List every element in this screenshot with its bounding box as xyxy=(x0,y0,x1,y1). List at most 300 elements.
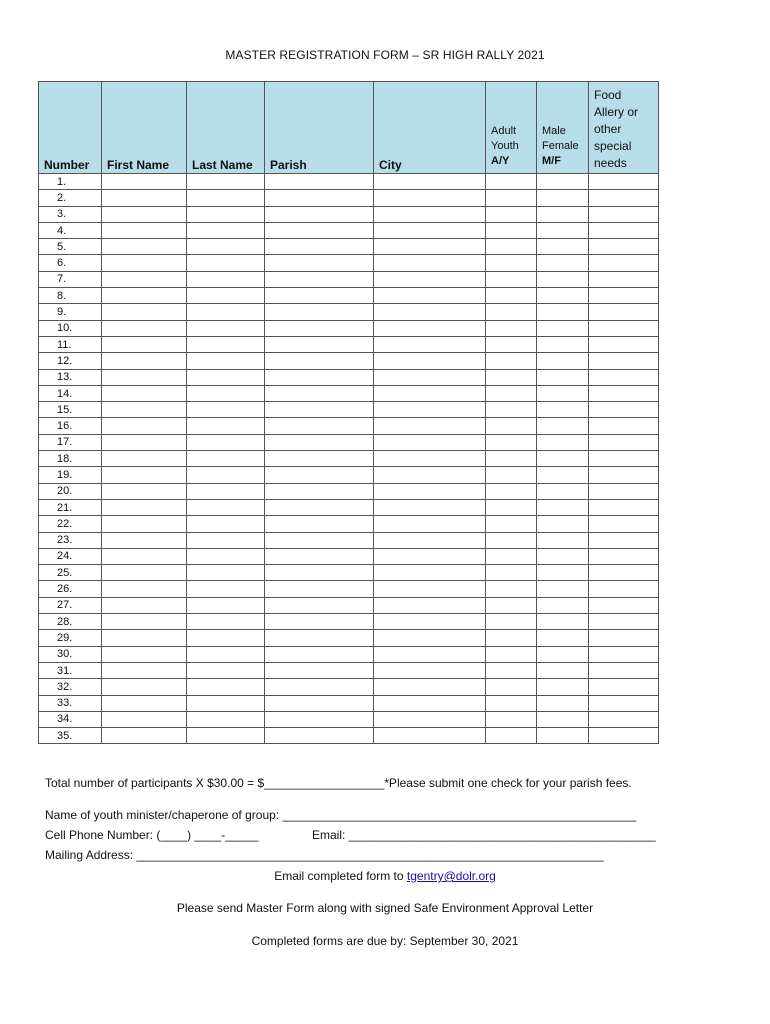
row-number: 26. xyxy=(39,581,102,597)
cell-last-name[interactable] xyxy=(187,695,265,711)
cell-adult-youth[interactable] xyxy=(486,255,537,271)
cell-parish[interactable] xyxy=(265,728,374,744)
header-food-line3: other xyxy=(594,122,622,136)
cell-city[interactable] xyxy=(374,255,486,271)
cell-first-name[interactable] xyxy=(102,190,187,206)
cell-parish[interactable] xyxy=(265,646,374,662)
cell-last-name[interactable] xyxy=(187,174,265,190)
table-row xyxy=(39,695,659,711)
cell-parish[interactable] xyxy=(265,418,374,434)
cell-first-name[interactable] xyxy=(102,679,187,695)
cell-city[interactable] xyxy=(374,646,486,662)
cell-adult-youth[interactable] xyxy=(486,646,537,662)
cell-adult-youth[interactable] xyxy=(486,320,537,336)
header-last-name: Last Name xyxy=(187,82,265,174)
cell-city[interactable] xyxy=(374,174,486,190)
cell-adult-youth[interactable] xyxy=(486,304,537,320)
cell-adult-youth[interactable] xyxy=(486,679,537,695)
cell-food-needs[interactable] xyxy=(589,565,659,581)
cell-city[interactable] xyxy=(374,222,486,238)
cell-last-name[interactable] xyxy=(187,190,265,206)
cell-last-name[interactable] xyxy=(187,255,265,271)
cell-last-name[interactable] xyxy=(187,271,265,287)
cell-adult-youth[interactable] xyxy=(486,336,537,352)
cell-male-female[interactable] xyxy=(537,516,589,532)
cell-phone-line: Cell Phone Number: (____) ____-_____ xyxy=(45,828,259,842)
cell-food-needs[interactable] xyxy=(589,304,659,320)
cell-adult-youth[interactable] xyxy=(486,385,537,401)
cell-parish[interactable] xyxy=(265,288,374,304)
cell-last-name[interactable] xyxy=(187,711,265,727)
cell-first-name[interactable] xyxy=(102,418,187,434)
cell-first-name[interactable] xyxy=(102,255,187,271)
cell-parish[interactable] xyxy=(265,434,374,450)
cell-last-name[interactable] xyxy=(187,662,265,678)
cell-male-female[interactable] xyxy=(537,662,589,678)
registration-rows xyxy=(39,174,659,744)
cell-parish[interactable] xyxy=(265,614,374,630)
table-row xyxy=(39,532,659,548)
cell-first-name[interactable] xyxy=(102,662,187,678)
header-food-line2: Allery or xyxy=(594,105,639,119)
cell-last-name[interactable] xyxy=(187,548,265,564)
cell-city[interactable] xyxy=(374,288,486,304)
cell-parish[interactable] xyxy=(265,174,374,190)
table-row xyxy=(39,369,659,385)
cell-parish[interactable] xyxy=(265,369,374,385)
cell-city[interactable] xyxy=(374,711,486,727)
cell-male-female[interactable] xyxy=(537,565,589,581)
cell-adult-youth[interactable] xyxy=(486,239,537,255)
cell-adult-youth[interactable] xyxy=(486,711,537,727)
table-row xyxy=(39,467,659,483)
row-number: 21. xyxy=(39,499,102,515)
youth-minister-line: Name of youth minister/chaperone of group: _____________________________________________________ xyxy=(45,808,637,822)
row-number: 34. xyxy=(39,711,102,727)
cell-city[interactable] xyxy=(374,206,486,222)
cell-male-female[interactable] xyxy=(537,385,589,401)
cell-last-name[interactable] xyxy=(187,581,265,597)
cell-city[interactable] xyxy=(374,353,486,369)
cell-food-needs[interactable] xyxy=(589,516,659,532)
cell-city[interactable] xyxy=(374,402,486,418)
cell-last-name[interactable] xyxy=(187,516,265,532)
cell-city[interactable] xyxy=(374,614,486,630)
row-number: 4. xyxy=(39,222,102,238)
cell-food-needs[interactable] xyxy=(589,679,659,695)
row-number: 5. xyxy=(39,239,102,255)
cell-adult-youth[interactable] xyxy=(486,581,537,597)
cell-parish[interactable] xyxy=(265,662,374,678)
cell-adult-youth[interactable] xyxy=(486,695,537,711)
cell-food-needs[interactable] xyxy=(589,206,659,222)
cell-male-female[interactable] xyxy=(537,499,589,515)
cell-male-female[interactable] xyxy=(537,174,589,190)
cell-last-name[interactable] xyxy=(187,369,265,385)
cell-male-female[interactable] xyxy=(537,483,589,499)
cell-parish[interactable] xyxy=(265,304,374,320)
cell-adult-youth[interactable] xyxy=(486,190,537,206)
header-adult-youth-line3: A/Y xyxy=(491,155,510,167)
table-row xyxy=(39,728,659,744)
cell-food-needs[interactable] xyxy=(589,548,659,564)
cell-first-name[interactable] xyxy=(102,597,187,613)
cell-food-needs[interactable] xyxy=(589,581,659,597)
cell-male-female[interactable] xyxy=(537,646,589,662)
cell-male-female[interactable] xyxy=(537,304,589,320)
cell-parish[interactable] xyxy=(265,271,374,287)
cell-city[interactable] xyxy=(374,662,486,678)
cell-first-name[interactable] xyxy=(102,711,187,727)
header-food-line4: special xyxy=(594,139,632,153)
cell-food-needs[interactable] xyxy=(589,467,659,483)
cell-first-name[interactable] xyxy=(102,499,187,515)
row-number: 10. xyxy=(39,320,102,336)
header-adult-youth-line1: Adult xyxy=(491,125,517,137)
cell-parish[interactable] xyxy=(265,385,374,401)
cell-parish[interactable] xyxy=(265,581,374,597)
cell-parish[interactable] xyxy=(265,353,374,369)
cell-male-female[interactable] xyxy=(537,548,589,564)
cell-city[interactable] xyxy=(374,679,486,695)
cell-city[interactable] xyxy=(374,483,486,499)
cell-adult-youth[interactable] xyxy=(486,614,537,630)
cell-adult-youth[interactable] xyxy=(486,434,537,450)
cell-adult-youth[interactable] xyxy=(486,499,537,515)
cell-food-needs[interactable] xyxy=(589,597,659,613)
header-first-name: First Name xyxy=(102,82,187,174)
cell-adult-youth[interactable] xyxy=(486,174,537,190)
cell-food-needs[interactable] xyxy=(589,630,659,646)
cell-first-name[interactable] xyxy=(102,271,187,287)
cell-male-female[interactable] xyxy=(537,206,589,222)
cell-first-name[interactable] xyxy=(102,320,187,336)
cell-first-name[interactable] xyxy=(102,402,187,418)
cell-last-name[interactable] xyxy=(187,728,265,744)
cell-adult-youth[interactable] xyxy=(486,516,537,532)
cell-first-name[interactable] xyxy=(102,385,187,401)
header-male-female-line3: M/F xyxy=(542,155,561,167)
email-completed-prefix: Email completed form to xyxy=(274,869,407,883)
row-number: 33. xyxy=(39,695,102,711)
cell-food-needs[interactable] xyxy=(589,239,659,255)
cell-male-female[interactable] xyxy=(537,434,589,450)
cell-male-female[interactable] xyxy=(537,255,589,271)
cell-food-needs[interactable] xyxy=(589,532,659,548)
cell-food-needs[interactable] xyxy=(589,353,659,369)
cell-male-female[interactable] xyxy=(537,630,589,646)
cell-adult-youth[interactable] xyxy=(486,288,537,304)
cell-last-name[interactable] xyxy=(187,483,265,499)
cell-last-name[interactable] xyxy=(187,304,265,320)
cell-last-name[interactable] xyxy=(187,451,265,467)
cell-last-name[interactable] xyxy=(187,418,265,434)
cell-adult-youth[interactable] xyxy=(486,467,537,483)
row-number: 23. xyxy=(39,532,102,548)
cell-parish[interactable] xyxy=(265,402,374,418)
cell-adult-youth[interactable] xyxy=(486,402,537,418)
cell-parish[interactable] xyxy=(265,679,374,695)
cell-first-name[interactable] xyxy=(102,451,187,467)
cell-food-needs[interactable] xyxy=(589,255,659,271)
row-number: 28. xyxy=(39,614,102,630)
cell-city[interactable] xyxy=(374,369,486,385)
cell-city[interactable] xyxy=(374,418,486,434)
cell-first-name[interactable] xyxy=(102,614,187,630)
cell-first-name[interactable] xyxy=(102,548,187,564)
cell-last-name[interactable] xyxy=(187,679,265,695)
cell-parish[interactable] xyxy=(265,206,374,222)
cell-parish[interactable] xyxy=(265,255,374,271)
cell-city[interactable] xyxy=(374,304,486,320)
cell-male-female[interactable] xyxy=(537,532,589,548)
cell-food-needs[interactable] xyxy=(589,434,659,450)
cell-first-name[interactable] xyxy=(102,516,187,532)
header-food-line5: needs xyxy=(594,156,627,170)
cell-city[interactable] xyxy=(374,532,486,548)
cell-male-female[interactable] xyxy=(537,320,589,336)
row-number: 30. xyxy=(39,646,102,662)
row-number: 14. xyxy=(39,385,102,401)
cell-food-needs[interactable] xyxy=(589,190,659,206)
cell-last-name[interactable] xyxy=(187,434,265,450)
header-food-allergy xyxy=(589,82,659,174)
cell-parish[interactable] xyxy=(265,532,374,548)
cell-first-name[interactable] xyxy=(102,174,187,190)
cell-adult-youth[interactable] xyxy=(486,271,537,287)
cell-food-needs[interactable] xyxy=(589,695,659,711)
cell-male-female[interactable] xyxy=(537,353,589,369)
row-number: 29. xyxy=(39,630,102,646)
cell-parish[interactable] xyxy=(265,597,374,613)
cell-first-name[interactable] xyxy=(102,353,187,369)
cell-first-name[interactable] xyxy=(102,222,187,238)
cell-last-name[interactable] xyxy=(187,385,265,401)
cell-last-name[interactable] xyxy=(187,320,265,336)
cell-city[interactable] xyxy=(374,320,486,336)
row-number: 17. xyxy=(39,434,102,450)
cell-parish[interactable] xyxy=(265,239,374,255)
cell-male-female[interactable] xyxy=(537,190,589,206)
cell-last-name[interactable] xyxy=(187,467,265,483)
cell-city[interactable] xyxy=(374,597,486,613)
cell-male-female[interactable] xyxy=(537,369,589,385)
cell-parish[interactable] xyxy=(265,499,374,515)
cell-city[interactable] xyxy=(374,434,486,450)
cell-adult-youth[interactable] xyxy=(486,532,537,548)
cell-food-needs[interactable] xyxy=(589,646,659,662)
cell-food-needs[interactable] xyxy=(589,614,659,630)
cell-food-needs[interactable] xyxy=(589,728,659,744)
table-row xyxy=(39,222,659,238)
cell-city[interactable] xyxy=(374,239,486,255)
cell-last-name[interactable] xyxy=(187,222,265,238)
cell-first-name[interactable] xyxy=(102,336,187,352)
row-number: 11. xyxy=(39,336,102,352)
cell-last-name[interactable] xyxy=(187,353,265,369)
cell-male-female[interactable] xyxy=(537,402,589,418)
cell-adult-youth[interactable] xyxy=(486,418,537,434)
cell-city[interactable] xyxy=(374,190,486,206)
cell-food-needs[interactable] xyxy=(589,711,659,727)
cell-first-name[interactable] xyxy=(102,467,187,483)
cell-male-female[interactable] xyxy=(537,222,589,238)
cell-first-name[interactable] xyxy=(102,646,187,662)
cell-male-female[interactable] xyxy=(537,581,589,597)
cell-adult-youth[interactable] xyxy=(486,369,537,385)
cell-food-needs[interactable] xyxy=(589,174,659,190)
cell-adult-youth[interactable] xyxy=(486,451,537,467)
cell-last-name[interactable] xyxy=(187,630,265,646)
cell-food-needs[interactable] xyxy=(589,418,659,434)
cell-male-female[interactable] xyxy=(537,336,589,352)
cell-city[interactable] xyxy=(374,451,486,467)
email-link[interactable]: tgentry@dolr.org xyxy=(406,869,496,883)
table-row xyxy=(39,336,659,352)
cell-city[interactable] xyxy=(374,630,486,646)
cell-last-name[interactable] xyxy=(187,565,265,581)
cell-male-female[interactable] xyxy=(537,418,589,434)
cell-parish[interactable] xyxy=(265,565,374,581)
cell-adult-youth[interactable] xyxy=(486,630,537,646)
header-city: City xyxy=(374,82,486,174)
cell-male-female[interactable] xyxy=(537,239,589,255)
cell-first-name[interactable] xyxy=(102,434,187,450)
cell-male-female[interactable] xyxy=(537,451,589,467)
cell-male-female[interactable] xyxy=(537,679,589,695)
row-number: 18. xyxy=(39,451,102,467)
cell-parish[interactable] xyxy=(265,548,374,564)
header-male-female-line2: Female xyxy=(542,140,579,152)
table-row xyxy=(39,353,659,369)
cell-male-female[interactable] xyxy=(537,711,589,727)
cell-city[interactable] xyxy=(374,548,486,564)
cell-male-female[interactable] xyxy=(537,695,589,711)
cell-first-name[interactable] xyxy=(102,565,187,581)
row-number: 31. xyxy=(39,662,102,678)
cell-food-needs[interactable] xyxy=(589,288,659,304)
cell-male-female[interactable] xyxy=(537,614,589,630)
cell-parish[interactable] xyxy=(265,695,374,711)
cell-first-name[interactable] xyxy=(102,288,187,304)
row-number: 6. xyxy=(39,255,102,271)
cell-city[interactable] xyxy=(374,499,486,515)
cell-parish[interactable] xyxy=(265,190,374,206)
cell-adult-youth[interactable] xyxy=(486,728,537,744)
cell-male-female[interactable] xyxy=(537,467,589,483)
cell-city[interactable] xyxy=(374,581,486,597)
cell-first-name[interactable] xyxy=(102,239,187,255)
cell-first-name[interactable] xyxy=(102,206,187,222)
cell-parish[interactable] xyxy=(265,483,374,499)
cell-last-name[interactable] xyxy=(187,532,265,548)
row-number: 15. xyxy=(39,402,102,418)
cell-last-name[interactable] xyxy=(187,646,265,662)
cell-last-name[interactable] xyxy=(187,614,265,630)
cell-food-needs[interactable] xyxy=(589,222,659,238)
cell-last-name[interactable] xyxy=(187,499,265,515)
due-date: Completed forms are due by: September 30, 2021 xyxy=(251,934,519,948)
cell-last-name[interactable] xyxy=(187,597,265,613)
cell-male-female[interactable] xyxy=(537,288,589,304)
cell-city[interactable] xyxy=(374,467,486,483)
table-row xyxy=(39,597,659,613)
cell-parish[interactable] xyxy=(265,320,374,336)
table-row xyxy=(39,320,659,336)
cell-first-name[interactable] xyxy=(102,630,187,646)
cell-adult-youth[interactable] xyxy=(486,548,537,564)
cell-adult-youth[interactable] xyxy=(486,206,537,222)
cell-last-name[interactable] xyxy=(187,206,265,222)
cell-city[interactable] xyxy=(374,271,486,287)
table-row xyxy=(39,206,659,222)
cell-food-needs[interactable] xyxy=(589,451,659,467)
cell-city[interactable] xyxy=(374,695,486,711)
cell-parish[interactable] xyxy=(265,451,374,467)
cell-first-name[interactable] xyxy=(102,532,187,548)
table-row xyxy=(39,614,659,630)
cell-first-name[interactable] xyxy=(102,369,187,385)
cell-food-needs[interactable] xyxy=(589,271,659,287)
cell-city[interactable] xyxy=(374,336,486,352)
cell-last-name[interactable] xyxy=(187,288,265,304)
table-row xyxy=(39,499,659,515)
cell-parish[interactable] xyxy=(265,516,374,532)
registration-table xyxy=(38,81,659,744)
cell-first-name[interactable] xyxy=(102,483,187,499)
cell-first-name[interactable] xyxy=(102,728,187,744)
cell-adult-youth[interactable] xyxy=(486,353,537,369)
table-row xyxy=(39,190,659,206)
cell-parish[interactable] xyxy=(265,630,374,646)
cell-parish[interactable] xyxy=(265,222,374,238)
cell-food-needs[interactable] xyxy=(589,662,659,678)
cell-food-needs[interactable] xyxy=(589,369,659,385)
table-row xyxy=(39,271,659,287)
cell-adult-youth[interactable] xyxy=(486,597,537,613)
cell-first-name[interactable] xyxy=(102,695,187,711)
cell-food-needs[interactable] xyxy=(589,336,659,352)
cell-male-female[interactable] xyxy=(537,728,589,744)
cell-parish[interactable] xyxy=(265,336,374,352)
cell-last-name[interactable] xyxy=(187,239,265,255)
cell-adult-youth[interactable] xyxy=(486,662,537,678)
cell-parish[interactable] xyxy=(265,711,374,727)
header-adult-youth xyxy=(486,82,537,174)
cell-food-needs[interactable] xyxy=(589,385,659,401)
cell-last-name[interactable] xyxy=(187,336,265,352)
cell-first-name[interactable] xyxy=(102,304,187,320)
cell-parish[interactable] xyxy=(265,467,374,483)
cell-city[interactable] xyxy=(374,565,486,581)
cell-city[interactable] xyxy=(374,728,486,744)
cell-adult-youth[interactable] xyxy=(486,565,537,581)
cell-male-female[interactable] xyxy=(537,597,589,613)
cell-last-name[interactable] xyxy=(187,402,265,418)
cell-adult-youth[interactable] xyxy=(486,483,537,499)
cell-male-female[interactable] xyxy=(537,271,589,287)
cell-adult-youth[interactable] xyxy=(486,222,537,238)
cell-city[interactable] xyxy=(374,516,486,532)
cell-city[interactable] xyxy=(374,385,486,401)
cell-food-needs[interactable] xyxy=(589,320,659,336)
cell-food-needs[interactable] xyxy=(589,499,659,515)
row-number: 20. xyxy=(39,483,102,499)
cell-food-needs[interactable] xyxy=(589,402,659,418)
header-number: Number xyxy=(39,82,102,174)
cell-first-name[interactable] xyxy=(102,581,187,597)
cell-food-needs[interactable] xyxy=(589,483,659,499)
